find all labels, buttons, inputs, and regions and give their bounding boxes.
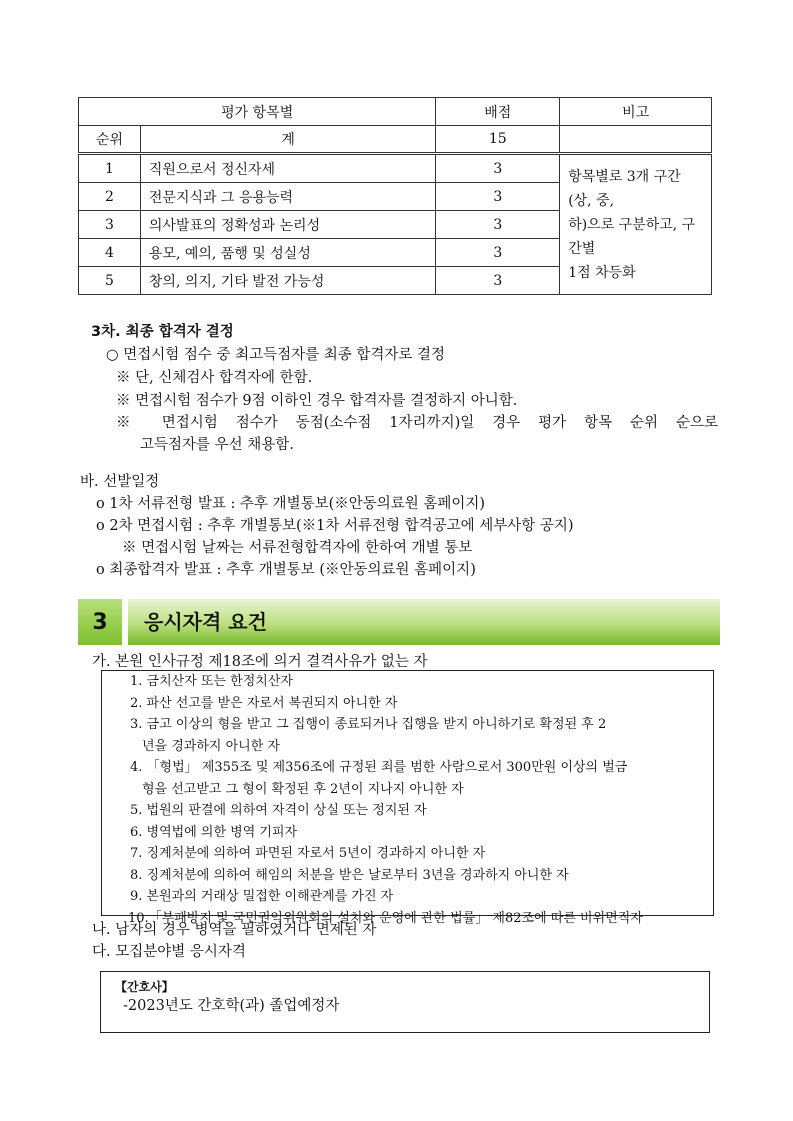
schedule-item: o 1차 서류전형 발표 : 추후 개별통보(※안동의료원 홈페이지) (96, 496, 486, 512)
stage3-note: ※ 면접시험 점수가 동점(소수점 1자리까지)일 경우 평가 항목 순위 순으로 (116, 415, 718, 431)
row-score: 3 (436, 154, 560, 183)
note-line: 하)으로 구분하고, 구간별 (568, 216, 696, 257)
row-item: 용모, 예의, 품행 및 성실성 (140, 239, 435, 267)
list-item: 9. 본원과의 거래상 밀접한 이해관계를 가진 자 (130, 889, 394, 904)
disqualification-box (101, 670, 714, 926)
list-item: 6. 병역법에 의한 병역 기피자 (130, 824, 298, 840)
stage3-note: ※ 면접시험 점수가 9점 이하인 경우 합격자를 결정하지 아니함. (116, 393, 518, 409)
stage3-note-cont: 고득점자를 우선 채용함. (140, 437, 294, 453)
table-row (79, 154, 712, 183)
note-cell (560, 154, 712, 295)
schedule-item: o 최종합격자 발표 : 추후 개별통보 (※안동의료원 홈페이지) (96, 562, 476, 578)
row-score: 3 (436, 267, 560, 295)
note-line: 1점 차등화 (568, 264, 636, 281)
stage3-note: ※ 단, 신체검사 합격자에 한함. (116, 370, 313, 386)
list-item-cont: 년을 경과하지 아니한 자 (142, 738, 280, 754)
qualification-na: 나. 남자의 경우 병역을 필하였거나 면제된 자 (92, 922, 377, 938)
row-score: 3 (436, 239, 560, 267)
schedule-note: ※ 면접시험 날짜는 서류전형합격자에 한하여 개별 통보 (122, 540, 473, 556)
nurse-label: 【간호사】 (115, 980, 174, 994)
row-rank: 1 (79, 154, 141, 183)
row-rank: 2 (79, 183, 141, 211)
section-number: 3 (78, 599, 122, 645)
section-heading (78, 593, 720, 649)
row-rank: 5 (79, 267, 141, 295)
list-item: 7. 징계처분에 의하여 파면된 자로서 5년이 경과하지 아니한 자 (130, 846, 486, 861)
list-item: 3. 금고 이상의 형을 받고 그 집행이 종료되거나 집행을 받지 아니하기로 확정된 후 2 (130, 717, 607, 732)
row-score: 3 (436, 211, 560, 239)
row-score: 3 (436, 183, 560, 211)
row-rank: 3 (79, 211, 141, 239)
list-item-cont: 형을 선고받고 그 형이 확정된 후 2년이 지나지 아니한 자 (142, 781, 464, 797)
summary-rank: 순위 (79, 126, 141, 154)
list-item: 2. 파산 선고를 받은 자로서 복권되지 아니한 자 (130, 695, 398, 711)
row-item: 창의, 의지, 기타 발전 가능성 (140, 267, 435, 295)
list-item: 4. 「형법」 제355조 및 제356조에 규정된 죄를 범한 사람으로서 300만원 이상의 벌금 (130, 760, 628, 775)
nurse-box (100, 971, 710, 1033)
list-item: 8. 징계처분에 의하여 해임의 처분을 받은 날로부터 3년을 경과하지 아니한 자 (130, 867, 569, 883)
note-line: 항목별로 3개 구간(상, 중, (568, 168, 681, 209)
summary-score: 15 (436, 126, 560, 154)
header-note: 비고 (560, 98, 712, 126)
list-item: 5. 법원의 판결에 의하여 자격이 상실 또는 정지된 자 (130, 803, 427, 818)
row-item: 직원으로서 정신자세 (140, 154, 435, 183)
schedule-item: o 2차 면접시험 : 추후 개별통보(※1차 서류전형 합격공고에 세부사항 공지) (96, 518, 574, 534)
qualification-ga: 가. 본원 인사규정 제18조에 의거 결격사유가 없는 자 (92, 654, 428, 670)
list-item: 10.「부패방지 및 국민권익위원회의 설치와 운영에 관한 법률」 제82조에 따른 비위면직자 (128, 910, 643, 926)
summary-note-empty (560, 126, 712, 154)
row-item: 전문지식과 그 응용능력 (140, 183, 435, 211)
schedule-title: 바. 선발일정 (80, 474, 160, 490)
summary-label: 계 (140, 126, 435, 154)
stage3-title: 3차. 최종 합격자 결정 (91, 324, 234, 340)
section-title: 응시자격 요건 (144, 610, 267, 634)
header-score: 배점 (436, 98, 560, 126)
nurse-requirement: -2023년도 간호학(과) 졸업예정자 (123, 998, 340, 1014)
qualification-da: 다. 모집분야별 응시자격 (92, 944, 246, 960)
list-item: 1. 금치산자 또는 한정치산자 (130, 674, 293, 689)
stage3-main: ○ 면접시험 점수 중 최고득점자를 최종 합격자로 결정 (106, 347, 446, 363)
evaluation-table (78, 97, 712, 295)
row-rank: 4 (79, 239, 141, 267)
header-category: 평가 항목별 (79, 98, 436, 126)
row-item: 의사발표의 정확성과 논리성 (140, 211, 435, 239)
